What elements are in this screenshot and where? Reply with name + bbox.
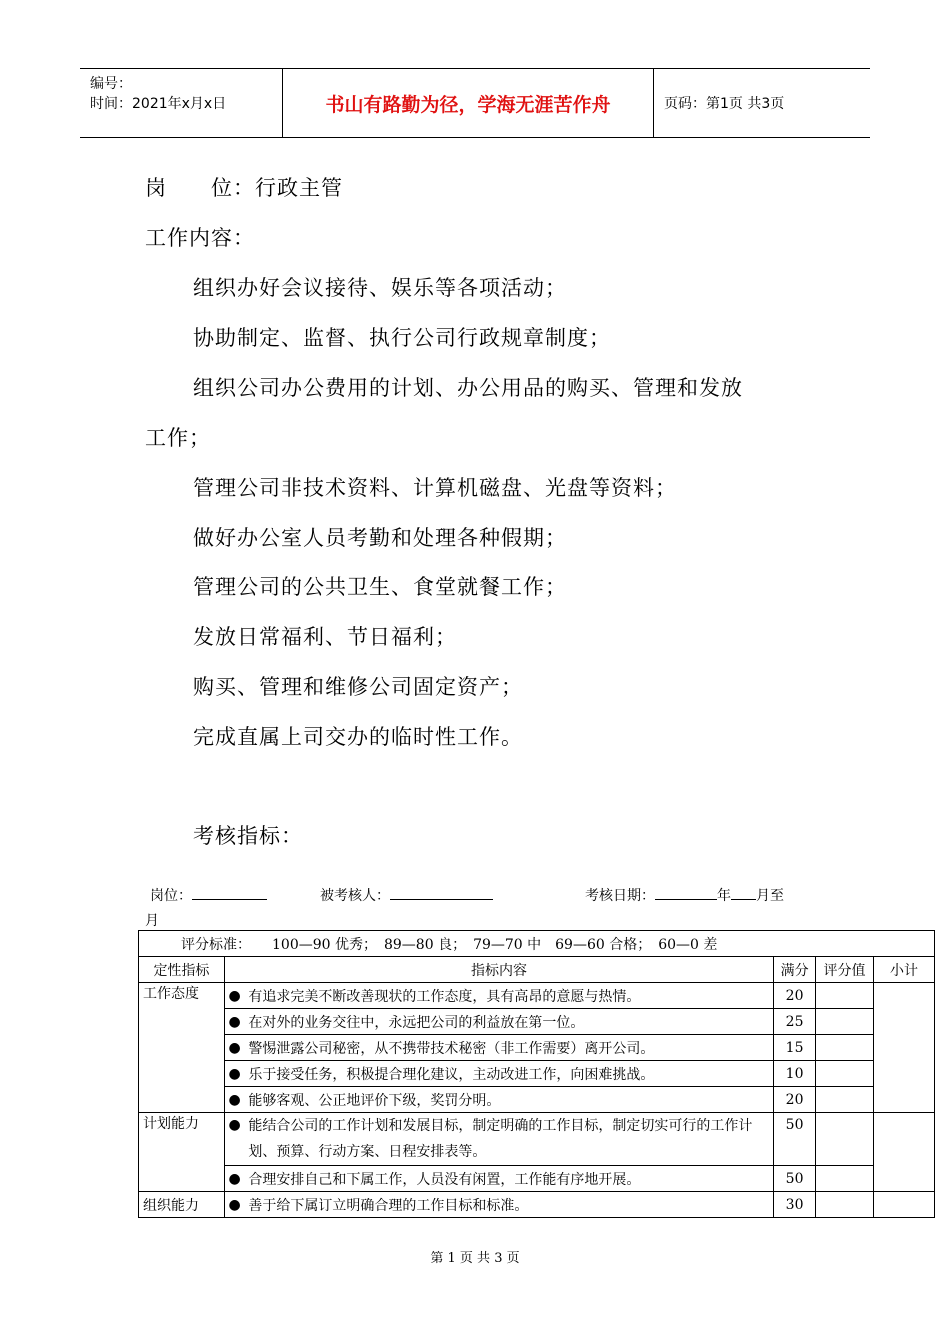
col-header-score: 评分值 [816,957,874,983]
table-row [139,1166,935,1192]
item-text: 能够客观、公正地评价下级，奖罚分明。 [244,1087,773,1113]
duty-item: 完成直属上司交办的临时性工作。 [193,725,523,749]
item-text: 警惕泄露公司秘密，从不携带技术秘密（非工作需要）离开公司。 [244,1035,773,1061]
number-label: 编号： [90,76,132,92]
bullet-icon: ● [224,1192,244,1218]
bullet-icon: ● [224,1035,244,1061]
col-header-subtotal: 小计 [874,957,935,983]
item-max: 25 [774,1009,816,1035]
duty-item: 工作； [145,426,211,450]
score-cell[interactable] [816,1087,874,1113]
subtotal-cell[interactable] [874,1192,935,1218]
item-max: 50 [774,1166,816,1192]
item-max: 20 [774,983,816,1009]
header-meta [80,69,283,137]
assessee-blank[interactable] [390,885,493,900]
content-label: 工作内容： [145,226,255,250]
col-header-category: 定性指标 [139,957,225,983]
subtotal-cell[interactable] [874,983,935,1113]
month-label: 月 [145,913,159,929]
bullet-icon: ● [224,983,244,1009]
form-position [150,885,267,905]
year-blank[interactable] [655,885,717,900]
bullet-icon: ● [224,1087,244,1113]
score-cell[interactable] [816,1035,874,1061]
year-label: 年 [717,888,731,904]
table-row [139,1113,935,1166]
position-blank[interactable] [192,885,267,900]
assessee-label: 被考核人： [320,888,390,904]
score-cell[interactable] [816,1009,874,1035]
score-cell[interactable] [816,1166,874,1192]
duty-item: 发放日常福利、节日福利； [193,625,457,649]
header-row [139,957,935,983]
duty-item: 管理公司非技术资料、计算机磁盘、光盘等资料； [193,476,677,500]
header-motto: 书山有路勤为径，学海无涯苦作舟 [283,69,654,137]
item-text: 善于给下属订立明确合理的工作目标和标准。 [244,1192,773,1218]
time-label: 时间：2021年x月x日 [90,96,227,112]
item-max: 15 [774,1035,816,1061]
item-text: 能结合公司的工作计划和发展目标，制定明确的工作目标，制定切实可行的工作计划、预算、行动方案、日程安排表等。 [244,1113,773,1166]
table-row [139,1192,935,1218]
position-label: 岗位： [150,888,192,904]
form-assessee [320,885,493,905]
month-to-label: 月至 [756,888,784,904]
col-header-content: 指标内容 [224,957,773,983]
item-text: 有追求完美不断改善现状的工作态度，具有高昂的意愿与热情。 [244,983,773,1009]
bullet-icon: ● [224,1009,244,1035]
item-text: 乐于接受任务，积极提合理化建议，主动改进工作，向困难挑战。 [244,1061,773,1087]
item-max: 20 [774,1087,816,1113]
duty-item: 管理公司的公共卫生、食堂就餐工作； [193,575,567,599]
score-cell[interactable] [816,1113,874,1166]
bullet-icon: ● [224,1113,244,1166]
table-row [139,1009,935,1035]
kpi-label: 考核指标： [193,824,303,848]
duty-item: 组织公司办公费用的计划、办公用品的购买、管理和发放 [193,376,743,400]
score-cell[interactable] [816,1192,874,1218]
bullet-icon: ● [224,1166,244,1192]
group-name: 工作态度 [139,983,225,1113]
date-label: 考核日期： [585,888,655,904]
item-max: 50 [774,1113,816,1166]
header-page-info: 页码：第1页 共3页 [664,96,785,112]
form-date [585,885,784,905]
duty-item: 购买、管理和维修公司固定资产； [193,675,523,699]
score-cell[interactable] [816,983,874,1009]
item-text: 在对外的业务交往中，永远把公司的利益放在第一位。 [244,1009,773,1035]
position-line: 岗 位：行政主管 [145,176,343,200]
table-row [139,1061,935,1087]
item-max: 30 [774,1192,816,1218]
table-row [139,1087,935,1113]
bullet-icon: ● [224,1061,244,1087]
month-blank[interactable] [731,885,756,900]
table-row [139,1035,935,1061]
group-name: 计划能力 [139,1113,225,1192]
group-name: 组织能力 [139,1192,225,1218]
criteria-text: 评分标准： 100—90 优秀； 89—80 良； 79—70 中 69—60 合格； 60—0 差 [139,931,935,957]
duty-item: 协助制定、监督、执行公司行政规章制度； [193,326,611,350]
assessment-table [138,930,935,1218]
duty-item: 做好办公室人员考勤和处理各种假期； [193,526,567,550]
criteria-row [139,931,935,957]
duty-item: 组织办好会议接待、娱乐等各项活动； [193,276,567,300]
score-cell[interactable] [816,1061,874,1087]
subtotal-cell[interactable] [874,1113,935,1192]
col-header-max: 满分 [774,957,816,983]
page-footer: 第 1 页 共 3 页 [430,1251,520,1266]
item-max: 10 [774,1061,816,1087]
page-header [80,68,870,138]
table-row [139,983,935,1009]
item-text: 合理安排自己和下属工作，人员没有闲置，工作能有序地开展。 [244,1166,773,1192]
